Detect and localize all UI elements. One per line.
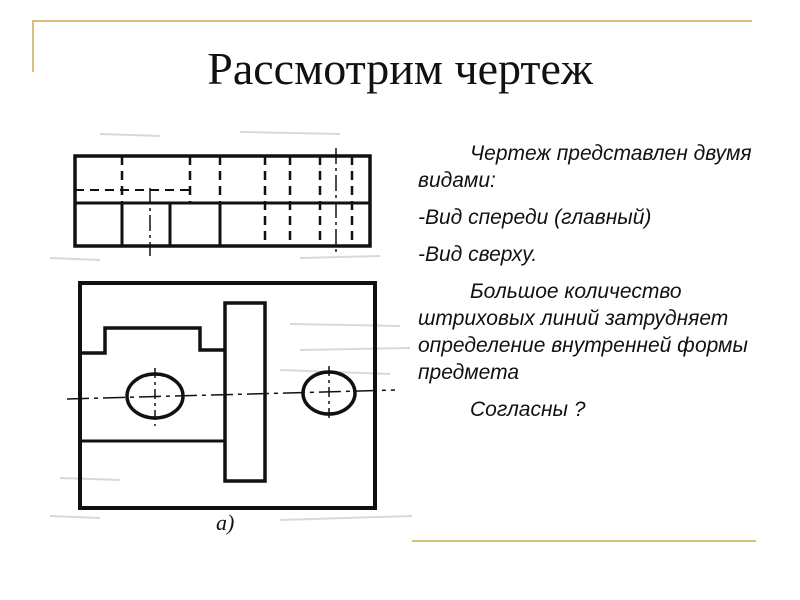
slide-title: Рассмотрим чертеж [207, 43, 593, 94]
top-horizontal-rule [32, 20, 752, 22]
top-view-item: -Вид сверху. [418, 243, 538, 266]
intro-text: Чертеж представлен двумя видами: [418, 142, 752, 192]
explanation-text [418, 140, 778, 433]
technical-drawing [40, 128, 412, 542]
front-view-item: -Вид спереди (главный) [418, 206, 652, 229]
remark-text: Большое количество штриховых линий затрудняет определение внутренней формы предмета [418, 280, 748, 384]
figure-caption: а) [216, 510, 235, 535]
question-text: Согласны ? [470, 398, 586, 421]
